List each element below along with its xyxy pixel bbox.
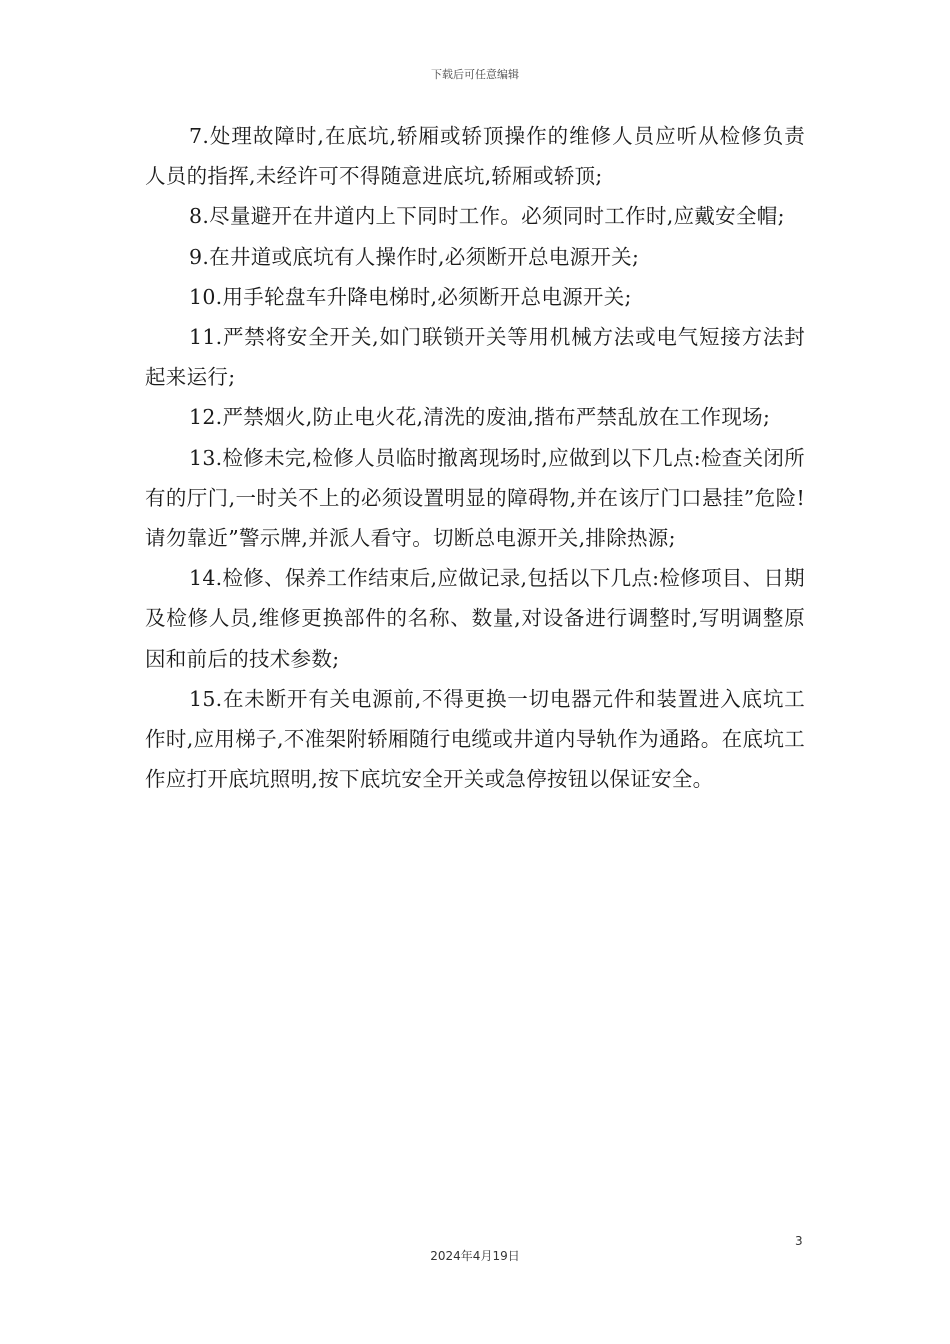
paragraph-item-15: 15.在未断开有关电源前,不得更换一切电器元件和装置进入底坑工作时,应用梯子,不准架附轿厢随行电缆或井道内导轨作为通路。在底坑工作应打开底坑照明,按下底坑安全开关或急停按钮以保证安全。 [145, 686, 805, 792]
header-note: 下载后可任意编辑 [431, 68, 519, 81]
paragraph-item-9: 9.在井道或底坑有人操作时,必须断开总电源开关; [189, 244, 640, 269]
paragraph-item-10: 10.用手轮盘车升降电梯时,必须断开总电源开关; [189, 284, 632, 309]
paragraph-item-8: 8.尽量避开在井道内上下同时工作。必须同时工作时,应戴安全帽; [189, 204, 785, 229]
page-number: 3 [795, 1234, 803, 1248]
paragraph-item-11: 11.严禁将安全开关,如门联锁开关等用机械方法或电气短接方法封起来运行; [145, 325, 805, 390]
paragraph-item-14: 14.检修、保养工作结束后,应做记录,包括以下几点:检修项目、日期及检修人员,维修更换部件的名称、数量,对设备进行调整时,写明调整原因和前后的技术参数; [145, 566, 805, 671]
paragraph-item-12: 12.严禁烟火,防止电火花,清洗的废油,揩布严禁乱放在工作现场; [189, 405, 771, 430]
paragraph-item-13: 13.检修未完,检修人员临时撤离现场时,应做到以下几点:检查关闭所有的厅门,一时关不上的必须设置明显的障碍物,并在该厅门口悬挂”危险!请勿靠近”警示牌,并派人看守。切断总电源开关,排除热源; [145, 445, 805, 551]
footer-date: 2024年4月19日 [430, 1249, 520, 1263]
paragraph-item-7: 7.处理故障时,在底坑,轿厢或轿顶操作的维修人员应听从检修负责人员的指挥,未经许可不得随意进底坑,轿厢或轿顶; [145, 124, 805, 189]
document-body [145, 116, 805, 799]
